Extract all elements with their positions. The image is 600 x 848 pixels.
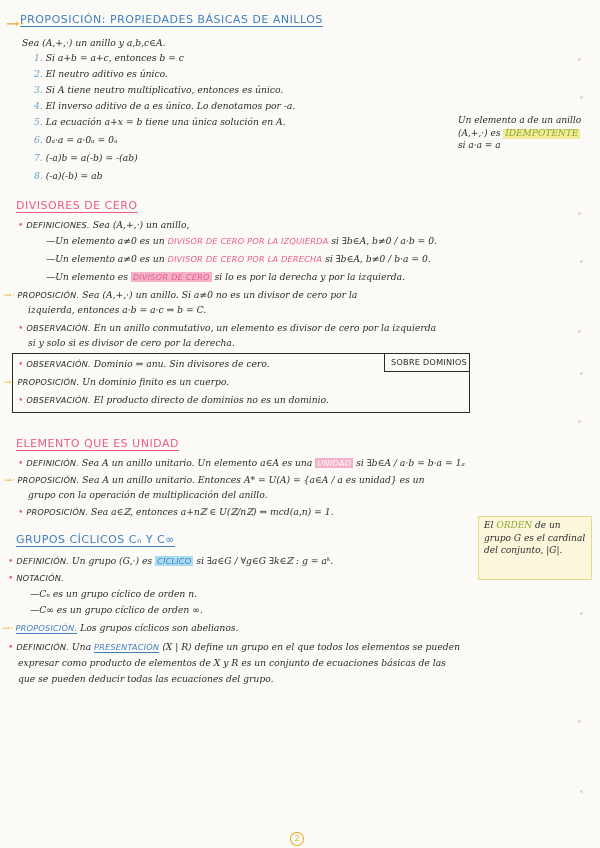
decorative-dot: [578, 720, 581, 723]
decorative-dot: [580, 372, 583, 375]
proposition-abelian: →· PROPOSICIÓN. Los grupos cíclicos son abelianos.: [2, 623, 239, 634]
decorative-dot: [580, 260, 583, 263]
page-number: 2: [290, 832, 304, 846]
decorative-dot: [578, 330, 581, 333]
list-item: 5. La ecuación a+x = b tiene una única solución en A.: [34, 117, 286, 128]
definition-presentacion: • DEFINICIÓN. Una PRESENTACIÓN ⟨X | R⟩ define un grupo en el que todos los elementos se pueden: [8, 642, 461, 653]
list-item: 8. (-a)(-b) = ab: [34, 171, 103, 182]
decorative-dot: [580, 96, 583, 99]
decorative-dot: [578, 420, 581, 423]
definitions-line: • DEFINICIONES. Sea (A,+,·) un anillo,: [18, 220, 190, 231]
definition-presentacion-cont-2: que se pueden deducir todas las ecuaciones del grupo.: [18, 674, 274, 685]
definition-zero-divisor: —Un elemento es DIVISOR DE CERO si lo es por la derecha y por la izquierda.: [46, 272, 406, 283]
section-title-unidad: ELEMENTO QUE ES UNIDAD: [16, 437, 179, 450]
section-title-propiedades: PROPOSICIÓN: PROPIEDADES BÁSICAS DE ANILLOS: [20, 13, 323, 26]
intro-text: Sea (A,+,·) un anillo y a,b,c∈A.: [22, 38, 166, 49]
decorative-dot: [578, 58, 581, 61]
domains-proposition: →· PROPOSICIÓN. Un dominio finito es un cuerpo.: [4, 377, 230, 388]
domains-observation-1: • OBSERVACIÓN. Dominio ⇔ anu. Sin divisores de cero.: [18, 359, 270, 370]
notation-cn: —Cₙ es un grupo cíclico de orden n.: [30, 589, 198, 600]
definition-presentacion-cont-1: expresar como producto de elementos de X y R es un conjunto de ecuaciones básicas de las: [18, 658, 446, 669]
definition-left-divisor: —Un elemento a≠0 es un DIVISOR DE CERO POR LA IZQUIERDA si ∃b∈A, b≠0 / a·b = 0.: [46, 236, 438, 247]
proposition-zero-divisor: →· PROPOSICIÓN. Sea (A,+,·) un anillo. Si a≠0 no es un divisor de cero por la: [4, 290, 358, 301]
list-item: 4. El inverso aditivo de a es único. Lo denotamos por -a.: [34, 101, 296, 112]
list-item: 7. (-a)b = a(-b) = -(ab): [34, 153, 138, 164]
domains-box-title: SOBRE DOMINIOS: [391, 357, 467, 367]
proposition-units-group-cont: grupo con la operación de multiplicación del anillo.: [28, 490, 268, 501]
definition-ciclico: • DEFINICIÓN. Un grupo (G,·) es CÍCLICO si ∃a∈G / ∀g∈G ∃k∈ℤ : g = aᵏ.: [8, 556, 334, 567]
proposition-zero-divisor-cont: izquierda, entonces a·b = a·c ⇒ b = C.: [28, 305, 207, 316]
list-item: 2. El neutro aditivo es único.: [34, 69, 168, 80]
decorative-dot: [578, 212, 581, 215]
proposition-units-group: →· PROPOSICIÓN. Sea A un anillo unitario. Entonces A* = U(A) = {a∈A / a es unidad} es un: [4, 475, 425, 486]
list-item: 6. 0ₐ·a = a·0ₐ = 0ₐ: [34, 135, 118, 146]
observation-commutative: • OBSERVACIÓN. En un anillo conmutativo, un elemento es divisor de cero por la izquierda: [18, 323, 437, 334]
side-note-orden: El ORDEN de un grupo G es el cardinal del conjunto, |G|.: [484, 521, 586, 557]
section-title-ciclicos: GRUPOS CÍCLICOS Cₙ Y C∞: [16, 533, 175, 546]
domains-observation-2: • OBSERVACIÓN. El producto directo de dominios no es un dominio.: [18, 395, 329, 406]
definition-unidad: • DEFINICIÓN. Sea A un anillo unitario. Un elemento a∈A es una UNIDAD si ∃b∈A / a·b = b·a = 1ₐ: [18, 458, 465, 469]
side-note-idempotente: Un elemento a de un anillo (A,+,·) es IDEMPOTENTE si a·a = a: [458, 116, 582, 152]
notation-cinf: —C∞ es un grupo cíclico de orden ∞.: [30, 605, 203, 616]
decorative-dot: [580, 790, 583, 793]
list-item: 3. Si A tiene neutro multiplicativo, entonces es único.: [34, 85, 284, 96]
observation-commutative-cont: si y solo si es divisor de cero por la derecha.: [28, 338, 235, 349]
decorative-dot: [580, 612, 583, 615]
list-item: 1. Si a+b = a+c, entonces b = c: [34, 53, 184, 64]
proposition-mcd: • PROPOSICIÓN. Sea a∈ℤ, entonces a+nℤ ∈ U(ℤ/nℤ) ⇔ mcd(a,n) = 1.: [18, 507, 334, 518]
notation-line: • NOTACIÓN.: [8, 573, 64, 584]
section-title-divisores: DIVISORES DE CERO: [16, 199, 138, 212]
definition-right-divisor: —Un elemento a≠0 es un DIVISOR DE CERO POR LA DERECHA si ∃b∈A, b≠0 / b·a = 0.: [46, 254, 431, 265]
section-arrow-icon: →·: [6, 14, 25, 33]
